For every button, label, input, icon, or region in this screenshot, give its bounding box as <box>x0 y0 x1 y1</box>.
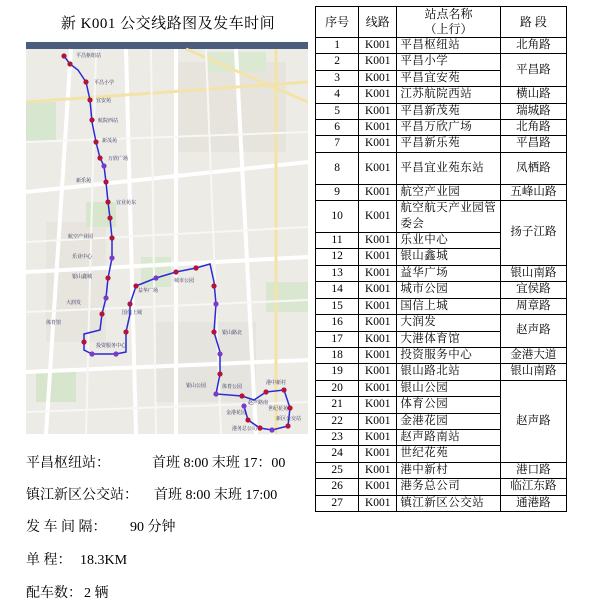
cell-name: 平昌万欣广场 <box>397 120 500 136</box>
cell-seq: 18 <box>316 347 359 363</box>
info-vehicles <box>26 582 109 602</box>
info-interval <box>26 516 176 536</box>
cell-name: 江苏航院西站 <box>397 87 500 103</box>
cell-road: 赵声路 <box>500 380 566 462</box>
map-label: 赵声路南 <box>248 401 269 406</box>
cell-line: K001 <box>359 429 397 445</box>
table-row <box>316 462 567 478</box>
cell-line: K001 <box>359 315 397 331</box>
cell-road: 五峰山路 <box>500 184 566 200</box>
cell-road: 银山南路 <box>500 265 566 281</box>
cell-line: K001 <box>359 120 397 136</box>
table-row <box>316 265 567 281</box>
cell-road: 横山路 <box>500 87 566 103</box>
table-row <box>316 38 567 54</box>
cell-name: 大润发 <box>397 315 500 331</box>
cell-road: 赵声路 <box>500 315 566 348</box>
cell-line: K001 <box>359 87 397 103</box>
cell-name: 银山公园 <box>397 380 500 396</box>
header-name-top: 站点名称 <box>424 7 473 21</box>
info-pingchang-hub <box>26 452 285 472</box>
cell-line: K001 <box>359 298 397 314</box>
info-value: 首班 8:00 末班 17:00 <box>154 488 278 503</box>
cell-road: 金港大道 <box>500 347 566 363</box>
header-seq: 序号 <box>316 7 359 38</box>
map-label: 港中新村 <box>266 381 287 386</box>
cell-name: 平昌新茂苑 <box>397 103 500 119</box>
cell-name: 投资服务中心 <box>397 347 500 363</box>
cell-name: 乐业中心 <box>397 233 500 249</box>
cell-road: 宜侯路 <box>500 282 566 298</box>
cell-seq: 5 <box>316 103 359 119</box>
table-row <box>316 495 567 511</box>
table-row <box>316 103 567 119</box>
map-label: 乐业中心 <box>72 255 93 260</box>
table-row <box>316 54 567 70</box>
cell-seq: 7 <box>316 136 359 152</box>
map-label: 体育馆 <box>46 321 62 326</box>
route-map-svg <box>26 42 308 434</box>
table-row <box>316 298 567 314</box>
page-title: 新 K001 公交线路图及发车时间 <box>60 16 276 32</box>
info-value: 首班 8:00 末班 17：00 <box>152 456 286 471</box>
table-header-row <box>316 7 567 38</box>
cell-name: 港务总公司 <box>397 479 500 495</box>
cell-seq: 23 <box>316 429 359 445</box>
cell-name: 航空产业园 <box>397 184 500 200</box>
cell-seq: 16 <box>316 315 359 331</box>
cell-name: 航空航天产业园管委会 <box>397 201 500 233</box>
map-label: 平昌小学 <box>94 81 115 86</box>
cell-seq: 17 <box>316 331 359 347</box>
table-row <box>316 364 567 380</box>
table-row <box>316 347 567 363</box>
cell-seq: 10 <box>316 201 359 233</box>
info-new-district-station <box>26 484 277 504</box>
map-label: 体育公园 <box>222 385 243 390</box>
cell-name: 平昌枢纽站 <box>397 38 500 54</box>
info-label: 单 程： <box>26 553 72 568</box>
cell-line: K001 <box>359 70 397 86</box>
cell-seq: 13 <box>316 265 359 281</box>
cell-name: 银山路北站 <box>397 364 500 380</box>
cell-road: 北角路 <box>500 120 566 136</box>
cell-road: 通港路 <box>500 495 566 511</box>
map-label: 城市公园 <box>174 279 195 284</box>
cell-seq: 6 <box>316 120 359 136</box>
cell-road: 周章路 <box>500 298 566 314</box>
map-label: 新乐苑 <box>76 179 92 184</box>
cell-line: K001 <box>359 413 397 429</box>
cell-line: K001 <box>359 201 397 233</box>
cell-line: K001 <box>359 136 397 152</box>
cell-line: K001 <box>359 249 397 265</box>
map-label: 港务总公司 <box>232 427 258 432</box>
cell-road: 银山南路 <box>500 364 566 380</box>
cell-seq: 25 <box>316 462 359 478</box>
cell-line: K001 <box>359 331 397 347</box>
map-label: 航院西站 <box>98 119 119 124</box>
table-row <box>316 479 567 495</box>
header-name-sub: （上行） <box>424 22 473 36</box>
map-label: 益华广场 <box>138 289 159 294</box>
table-row <box>316 136 567 152</box>
table-row <box>316 152 567 184</box>
cell-road: 凤栖路 <box>500 152 566 184</box>
header-road: 路 段 <box>500 7 566 38</box>
map-label: 世纪花苑 <box>268 407 289 412</box>
map-label: 银山路北 <box>222 331 243 336</box>
info-label: 配车数： <box>26 586 82 601</box>
cell-road: 平昌路 <box>500 136 566 152</box>
table-row <box>316 315 567 331</box>
cell-seq: 2 <box>316 54 359 70</box>
map-header-bar <box>26 42 308 49</box>
cell-name: 益华广场 <box>397 265 500 281</box>
map-label: 宜业苑东 <box>116 201 137 206</box>
cell-seq: 15 <box>316 298 359 314</box>
map-label: 银山公园 <box>186 384 207 389</box>
cell-line: K001 <box>359 38 397 54</box>
cell-seq: 8 <box>316 152 359 184</box>
map-label: 航空产业园 <box>68 235 94 240</box>
cell-line: K001 <box>359 462 397 478</box>
cell-name: 体育公园 <box>397 397 500 413</box>
cell-line: K001 <box>359 265 397 281</box>
cell-line: K001 <box>359 54 397 70</box>
header-line: 线路 <box>359 7 397 38</box>
stop-table <box>315 6 567 512</box>
cell-line: K001 <box>359 347 397 363</box>
table-row <box>316 120 567 136</box>
cell-seq: 19 <box>316 364 359 380</box>
info-value: 18.3KM <box>80 553 128 568</box>
cell-line: K001 <box>359 479 397 495</box>
cell-name: 平昌宜安苑 <box>397 70 500 86</box>
cell-name: 金港花园 <box>397 413 500 429</box>
map-label: 平昌枢纽站 <box>76 54 102 59</box>
table-row <box>316 201 567 233</box>
header-name <box>397 7 500 38</box>
cell-road: 平昌路 <box>500 54 566 87</box>
cell-line: K001 <box>359 103 397 119</box>
cell-road: 港口路 <box>500 462 566 478</box>
cell-seq: 1 <box>316 38 359 54</box>
cell-name: 平昌小学 <box>397 54 500 70</box>
info-value: 90 分钟 <box>130 520 176 535</box>
cell-line: K001 <box>359 495 397 511</box>
map-label: 万欣广场 <box>108 157 129 162</box>
cell-line: K001 <box>359 380 397 396</box>
cell-seq: 3 <box>316 70 359 86</box>
cell-name: 港中新村 <box>397 462 500 478</box>
table-row <box>316 87 567 103</box>
cell-line: K001 <box>359 397 397 413</box>
cell-road: 瑞城路 <box>500 103 566 119</box>
cell-seq: 4 <box>316 87 359 103</box>
cell-name: 城市公园 <box>397 282 500 298</box>
table-row <box>316 184 567 200</box>
cell-name: 银山鑫城 <box>397 249 500 265</box>
info-value: 2 辆 <box>84 586 109 601</box>
cell-line: K001 <box>359 364 397 380</box>
cell-name: 世纪花苑 <box>397 446 500 462</box>
cell-seq: 27 <box>316 495 359 511</box>
cell-seq: 21 <box>316 397 359 413</box>
info-distance <box>26 549 127 569</box>
cell-seq: 12 <box>316 249 359 265</box>
cell-seq: 11 <box>316 233 359 249</box>
cell-road: 扬子江路 <box>500 201 566 266</box>
cell-name: 大港体育馆 <box>397 331 500 347</box>
cell-name: 平昌宜业苑东站 <box>397 152 500 184</box>
cell-seq: 9 <box>316 184 359 200</box>
table-row <box>316 282 567 298</box>
cell-line: K001 <box>359 152 397 184</box>
cell-seq: 24 <box>316 446 359 462</box>
cell-road: 临江东路 <box>500 479 566 495</box>
map-label: 宜安苑 <box>96 99 112 104</box>
cell-line: K001 <box>359 282 397 298</box>
cell-name: 平昌新乐苑 <box>397 136 500 152</box>
table-row <box>316 380 567 396</box>
map-label: 大润发 <box>66 301 82 306</box>
cell-seq: 26 <box>316 479 359 495</box>
cell-name: 赵声路南站 <box>397 429 500 445</box>
map-label: 新茂苑 <box>102 139 118 144</box>
cell-line: K001 <box>359 233 397 249</box>
route-map <box>26 42 308 434</box>
info-label: 发 车 间 隔： <box>26 520 107 535</box>
cell-line: K001 <box>359 184 397 200</box>
map-label: 投资服务中心 <box>96 344 127 349</box>
cell-seq: 22 <box>316 413 359 429</box>
cell-seq: 20 <box>316 380 359 396</box>
cell-name: 镇江新区公交站 <box>397 495 500 511</box>
cell-seq: 14 <box>316 282 359 298</box>
cell-name: 国信上城 <box>397 298 500 314</box>
info-label: 镇江新区公交站： <box>26 488 138 503</box>
map-label: 新区公交站 <box>276 417 302 422</box>
cell-road: 北角路 <box>500 38 566 54</box>
cell-line: K001 <box>359 446 397 462</box>
map-label: 国信上城 <box>122 311 143 316</box>
map-label: 银山鑫城 <box>72 275 93 280</box>
info-label: 平昌枢纽站： <box>26 456 110 471</box>
map-label: 金港花园 <box>226 411 247 416</box>
